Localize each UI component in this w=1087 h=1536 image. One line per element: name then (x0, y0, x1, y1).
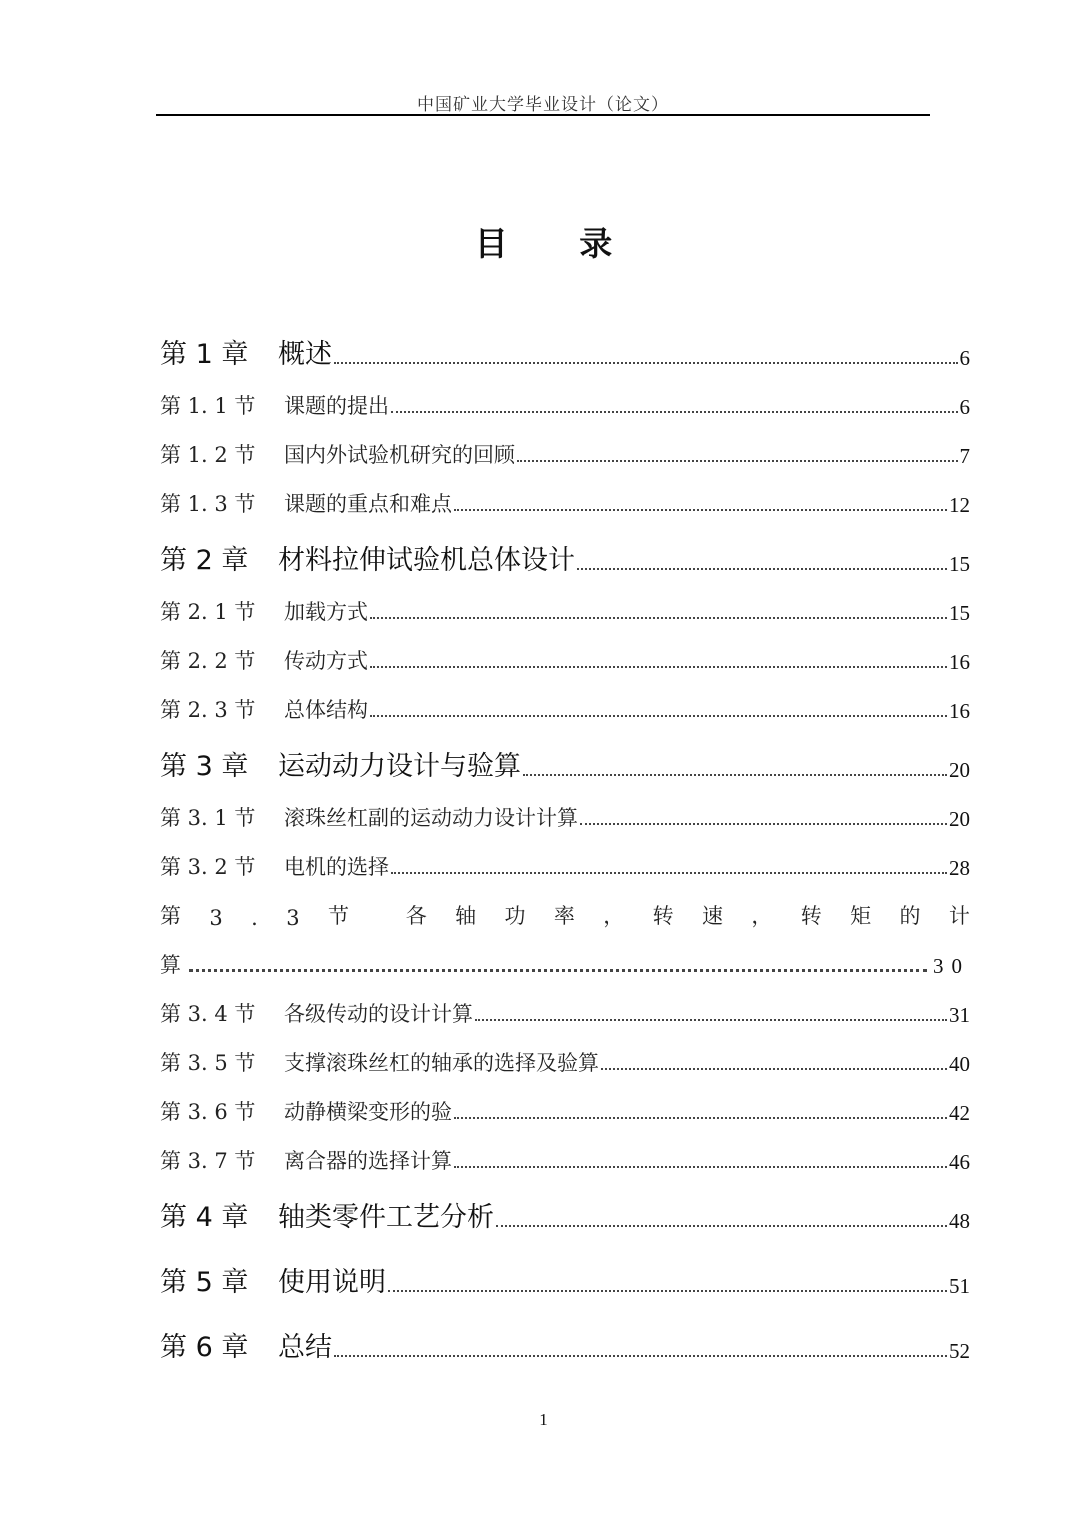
toc-entry-page: 20 (949, 758, 970, 782)
toc-section-3-2[interactable] (160, 832, 970, 881)
toc-entry-number: 第 3. 6 节 (160, 1100, 256, 1124)
toc-glyph: 的 (899, 904, 921, 928)
toc-entry-number: 第 1. 3 节 (160, 492, 256, 516)
toc-entry-number: 第 2 章 (160, 545, 249, 576)
toc-entry-page: 31 (949, 1003, 970, 1027)
toc-entry-page: 52 (949, 1339, 970, 1363)
toc-entry-page: 42 (949, 1101, 970, 1125)
toc-glyph: 计 (948, 904, 970, 928)
toc-entry-title: 课题的重点和难点 (284, 492, 452, 516)
toc-entry-title: 总结 (278, 1332, 332, 1363)
toc-leader (517, 460, 958, 462)
toc-glyph: 节 (327, 904, 349, 928)
toc-entry-title: 电机的选择 (284, 855, 389, 879)
toc-section-2-1[interactable] (160, 577, 970, 626)
toc-leader (601, 1068, 947, 1070)
toc-entry-title: 支撑滚珠丝杠的轴承的选择及验算 (284, 1051, 599, 1075)
toc-entry-number: 第 3. 7 节 (160, 1149, 256, 1173)
toc-entry-page: 30 (933, 954, 970, 978)
toc-entry-page: 6 (959, 346, 970, 370)
toc-entry-page: 16 (949, 650, 970, 674)
toc-justified-line (160, 881, 970, 930)
toc-entry-number: 第 5 章 (160, 1267, 249, 1298)
toc-glyph: 率 (553, 904, 575, 928)
toc-entry-page: 48 (949, 1209, 970, 1233)
toc-leader (334, 362, 958, 364)
toc-entry-number: 第 1. 1 节 (160, 394, 256, 418)
toc-entry-page: 15 (949, 601, 970, 625)
toc-glyph: 功 (504, 904, 526, 928)
toc-entry-title: 算 (160, 953, 181, 977)
toc-section-2-2[interactable] (160, 626, 970, 675)
toc-leader (370, 666, 947, 668)
toc-entry-page: 7 (959, 444, 970, 468)
toc-entry-page: 40 (949, 1052, 970, 1076)
toc-entry-number: 第 3. 5 节 (160, 1051, 256, 1075)
toc-leader (475, 1019, 947, 1021)
toc-section-3-7[interactable] (160, 1126, 970, 1175)
toc-entry-page: 51 (949, 1274, 970, 1298)
toc-glyph: . (251, 906, 258, 930)
toc-glyph: 转 (652, 904, 674, 928)
toc-glyph: 轴 (455, 904, 477, 928)
toc-section-1-2[interactable] (160, 420, 970, 469)
toc-leader (496, 1225, 947, 1227)
toc-entry-number: 第 4 章 (160, 1202, 249, 1233)
toc-leader (388, 1290, 947, 1292)
toc-section-3-5[interactable] (160, 1028, 970, 1077)
toc-section-3-3[interactable] (160, 881, 970, 978)
toc-leader (454, 1166, 947, 1168)
toc-entry-page: 12 (949, 493, 970, 517)
toc-leader (580, 823, 947, 825)
toc-leader (391, 872, 947, 874)
toc-entry-page: 28 (949, 856, 970, 880)
toc-entry-title: 课题的提出 (284, 394, 389, 418)
toc-entry-number: 第 1. 2 节 (160, 443, 256, 467)
toc-section-3-6[interactable] (160, 1077, 970, 1126)
toc-entry-number: 第 3. 4 节 (160, 1002, 256, 1026)
toc-entry-title: 材料拉伸试验机总体设计 (278, 545, 575, 576)
toc-entry-number: 第 6 章 (160, 1332, 249, 1363)
toc-entry-number: 第 2. 1 节 (160, 600, 256, 624)
toc-entry-title: 加载方式 (284, 600, 368, 624)
toc-entry-title: 运动动力设计与验算 (278, 751, 521, 782)
toc-leader (370, 715, 947, 717)
toc-glyph: 第 (160, 904, 181, 928)
toc-entry-page: 16 (949, 699, 970, 723)
toc-chapter-5[interactable] (160, 1234, 970, 1299)
toc-entry-title: 离合器的选择计算 (284, 1149, 452, 1173)
toc-leader (189, 969, 927, 972)
toc-section-1-1[interactable] (160, 371, 970, 420)
toc-leader (391, 411, 958, 413)
toc-chapter-3[interactable] (160, 724, 970, 783)
toc-glyph: 速 (701, 904, 723, 928)
toc-entry-number: 第 2. 2 节 (160, 649, 256, 673)
toc-entry-title: 滚珠丝杠副的运动动力设计计算 (284, 806, 578, 830)
toc-list (160, 312, 970, 1364)
toc-entry-number: 第 3. 1 节 (160, 806, 256, 830)
toc-entry-title: 使用说明 (278, 1267, 386, 1298)
toc-entry-number: 第 2. 3 节 (160, 698, 256, 722)
toc-entry-page: 6 (959, 395, 970, 419)
toc-leader (334, 1355, 947, 1357)
toc-entry-page: 46 (949, 1150, 970, 1174)
toc-leader (454, 1117, 947, 1119)
toc-leader (577, 568, 947, 570)
toc-section-1-3[interactable] (160, 469, 970, 518)
toc-leader (454, 509, 947, 511)
toc-entry-title: 传动方式 (284, 649, 368, 673)
toc-entry-title: 国内外试验机研究的回顾 (284, 443, 515, 467)
toc-glyph: 矩 (850, 904, 872, 928)
toc-heading: 目 录 (474, 224, 613, 263)
toc-chapter-2[interactable] (160, 518, 970, 577)
toc-entry-number: 第 3. 2 节 (160, 855, 256, 879)
toc-glyph: ， (603, 904, 625, 928)
page-number: 1 (539, 1410, 548, 1429)
toc-section-3-4[interactable] (160, 979, 970, 1028)
toc-chapter-6[interactable] (160, 1299, 970, 1364)
toc-leader (370, 617, 947, 619)
header-rule (156, 114, 930, 116)
toc-entry-title: 动静横梁变形的验 (284, 1100, 452, 1124)
running-header: 中国矿业大学毕业设计（论文） (417, 95, 669, 115)
toc-entry-title: 各级传动的设计计算 (284, 1002, 473, 1026)
toc-glyph: 3 (209, 906, 223, 930)
toc-entry-title: 总体结构 (284, 698, 368, 722)
toc-section-3-1[interactable] (160, 783, 970, 832)
toc-section-2-3[interactable] (160, 675, 970, 724)
toc-entry-page: 20 (949, 807, 970, 831)
toc-glyph: ， (751, 904, 773, 928)
toc-entry-title: 轴类零件工艺分析 (278, 1202, 494, 1233)
toc-glyph: 各 (405, 904, 427, 928)
toc-glyph: 转 (800, 904, 822, 928)
toc-entry-page: 15 (949, 552, 970, 576)
toc-glyph: 3 (286, 906, 300, 930)
toc-entry-number: 第 3 章 (160, 751, 249, 782)
toc-chapter-1[interactable] (160, 312, 970, 371)
toc-entry-title: 概述 (278, 339, 332, 370)
toc-entry-number: 第 1 章 (160, 339, 249, 370)
toc-leader (523, 774, 947, 776)
toc-chapter-4[interactable] (160, 1175, 970, 1234)
